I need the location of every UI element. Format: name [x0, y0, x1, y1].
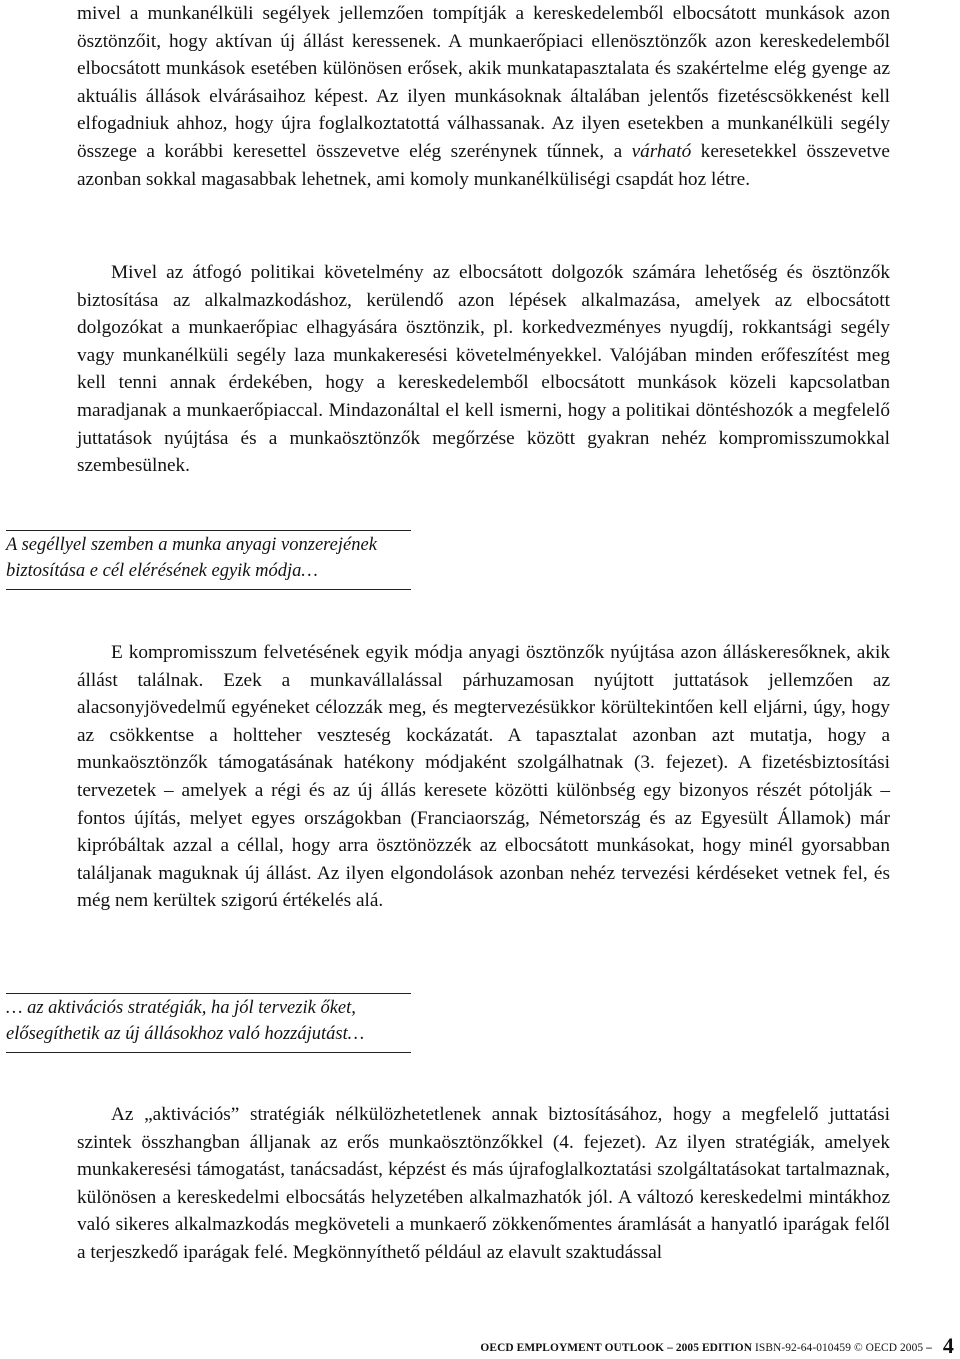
- emphasis-text: várható: [631, 140, 692, 162]
- footer-copyright: © OECD 2005: [853, 1342, 924, 1354]
- sidenote-2-text: … az aktivációs stratégiák, ha jól tervezik őket, elősegíthetik az új állásokhoz való hozzájutást…: [6, 998, 365, 1044]
- sidenote-bottom-rule: [6, 1052, 411, 1053]
- paragraph-1-text-b: keresetekkel összevetve azonban sokkal magasabbak lehetnek, ami komoly munkanélküliségi csapdát hoz létre.: [77, 140, 890, 190]
- page-number: 4: [942, 1333, 954, 1358]
- sidenote-bottom-rule: [6, 589, 411, 590]
- sidenote-1-text: A segéllyel szemben a munka anyagi vonzerejének biztosítása e cél elérésének egyik módja…: [6, 535, 377, 581]
- footer-publication: OECD EMPLOYMENT OUTLOOK – 2005 EDITION: [480, 1342, 753, 1354]
- footer-isbn: ISBN-92-64-010459: [755, 1342, 851, 1354]
- body-paragraph-1: [77, 0, 890, 193]
- sidenote-1: [6, 530, 410, 590]
- body-paragraph-2: Mivel az átfogó politikai követelmény az elbocsátott dolgozók számára lehetőség és ösztönzők biztosítása az alkalmazkodáshoz, kerülendő azon lépések alkalmazása, amelyek az elbocsátott dolgozókat a munkaerőpiac elhagyására ösztönzik, pl. korkedvezményes nyugdíj, rokkantsági segély vagy munkanélküli segély laza munkakeresési követelményekkel. Valójában minden erőfeszítést meg kell tenni annak érdekében, hogy a kereskedelemből elbocsátott munkások közeli kapcsolatban maradjanak a munkaerőpiaccal. Mindazonáltal el kell ismerni, hogy a politikai döntéshozók a megfelelő juttatások nyújtása és a munkaösztönzők megőrzése között gyakran nehéz kompromisszumokkal szembesülnek.: [77, 262, 890, 477]
- body-paragraph-3: E kompromisszum felvetésének egyik módja anyagi ösztönzők nyújtása azon álláskeresőknek, akik állást találnak. Ezek a munkavállalással párhuzamosan nyújtott juttatások jellemzően az alacsonyjövedelmű egyéneket célozzák meg, és megtervezésükkor körültekintően kell eljárni, úgy, hogy az csökkentse a holtteher veszteség kockázatát. A tapasztalat azonban azt mutatja, hogy a munkaösztönzők támogatásának hatékony módjaként szolgálhatnak (3. fejezet). A fizetésbiztosítási tervezetek – amelyek a régi és az új állás keresete közötti különbség egy bizonyos részét pótolják – fontos újítás, melyet egyes országokban (Franciaország, Németország és az Egyesült Államok) már kipróbáltak azzal a céllal, hogy arra ösztönözzék az elbocsátott munkásokat, hogy minél gyorsabban találjanak maguknak új állást. Az ilyen elgondolások azonban nehéz tervezési kérdéseket vetnek fel, és még nem kerültek szigorú értékelés alá.: [77, 642, 890, 912]
- sidenote-2: [6, 993, 410, 1053]
- page-footer: [480, 1333, 954, 1359]
- paragraph-1-text-a: mivel a munkanélküli segélyek jellemzően tompítják a kereskedelemből elbocsátott munkások azon ösztönzőit, hogy aktívan új állást keressenek. A munkaerőpiaci ellenösztönzők azon kereskedelemből elbocsátott munkások esetében különösen erősek, akik munkatapasztalata és szakértelme elég gyenge az aktuális állások elvárásaihoz képest. Az ilyen munkásoknak általában jelentős fizetéscsökkenést kell elfogadniuk ahhoz, hogy újra foglalkoztatottá válhassanak. Az ilyen esetekben a munkanélküli segély összege a korábbi keresettel összevetve elég szerénynek tűnnek, a: [77, 3, 890, 162]
- footer-separator: –: [926, 1342, 932, 1354]
- body-paragraph-4: Az „aktivációs” stratégiák nélkülözhetetlenek annak biztosításához, hogy a megfelelő juttatási szintek összhangban álljanak az erős munkaösztönzőkkel (4. fejezet). Az ilyen stratégiák, amelyek munkakeresési támogatást, tanácsadást, képzést és más újrafoglalkoztatási szolgáltatásokat tartalmaznak, különösen a kereskedelmi elbocsátás helyzetében alkalmazhatók jól. A változó kereskedelmi mintákhoz való sikeres alkalmazkodás megköveteli a munkaerő zökkenőmentes áramlását a hanyatló iparágak felől a terjeszkedő iparágak felé. Megkönnyíthető például az elavult szaktudással: [77, 1104, 890, 1263]
